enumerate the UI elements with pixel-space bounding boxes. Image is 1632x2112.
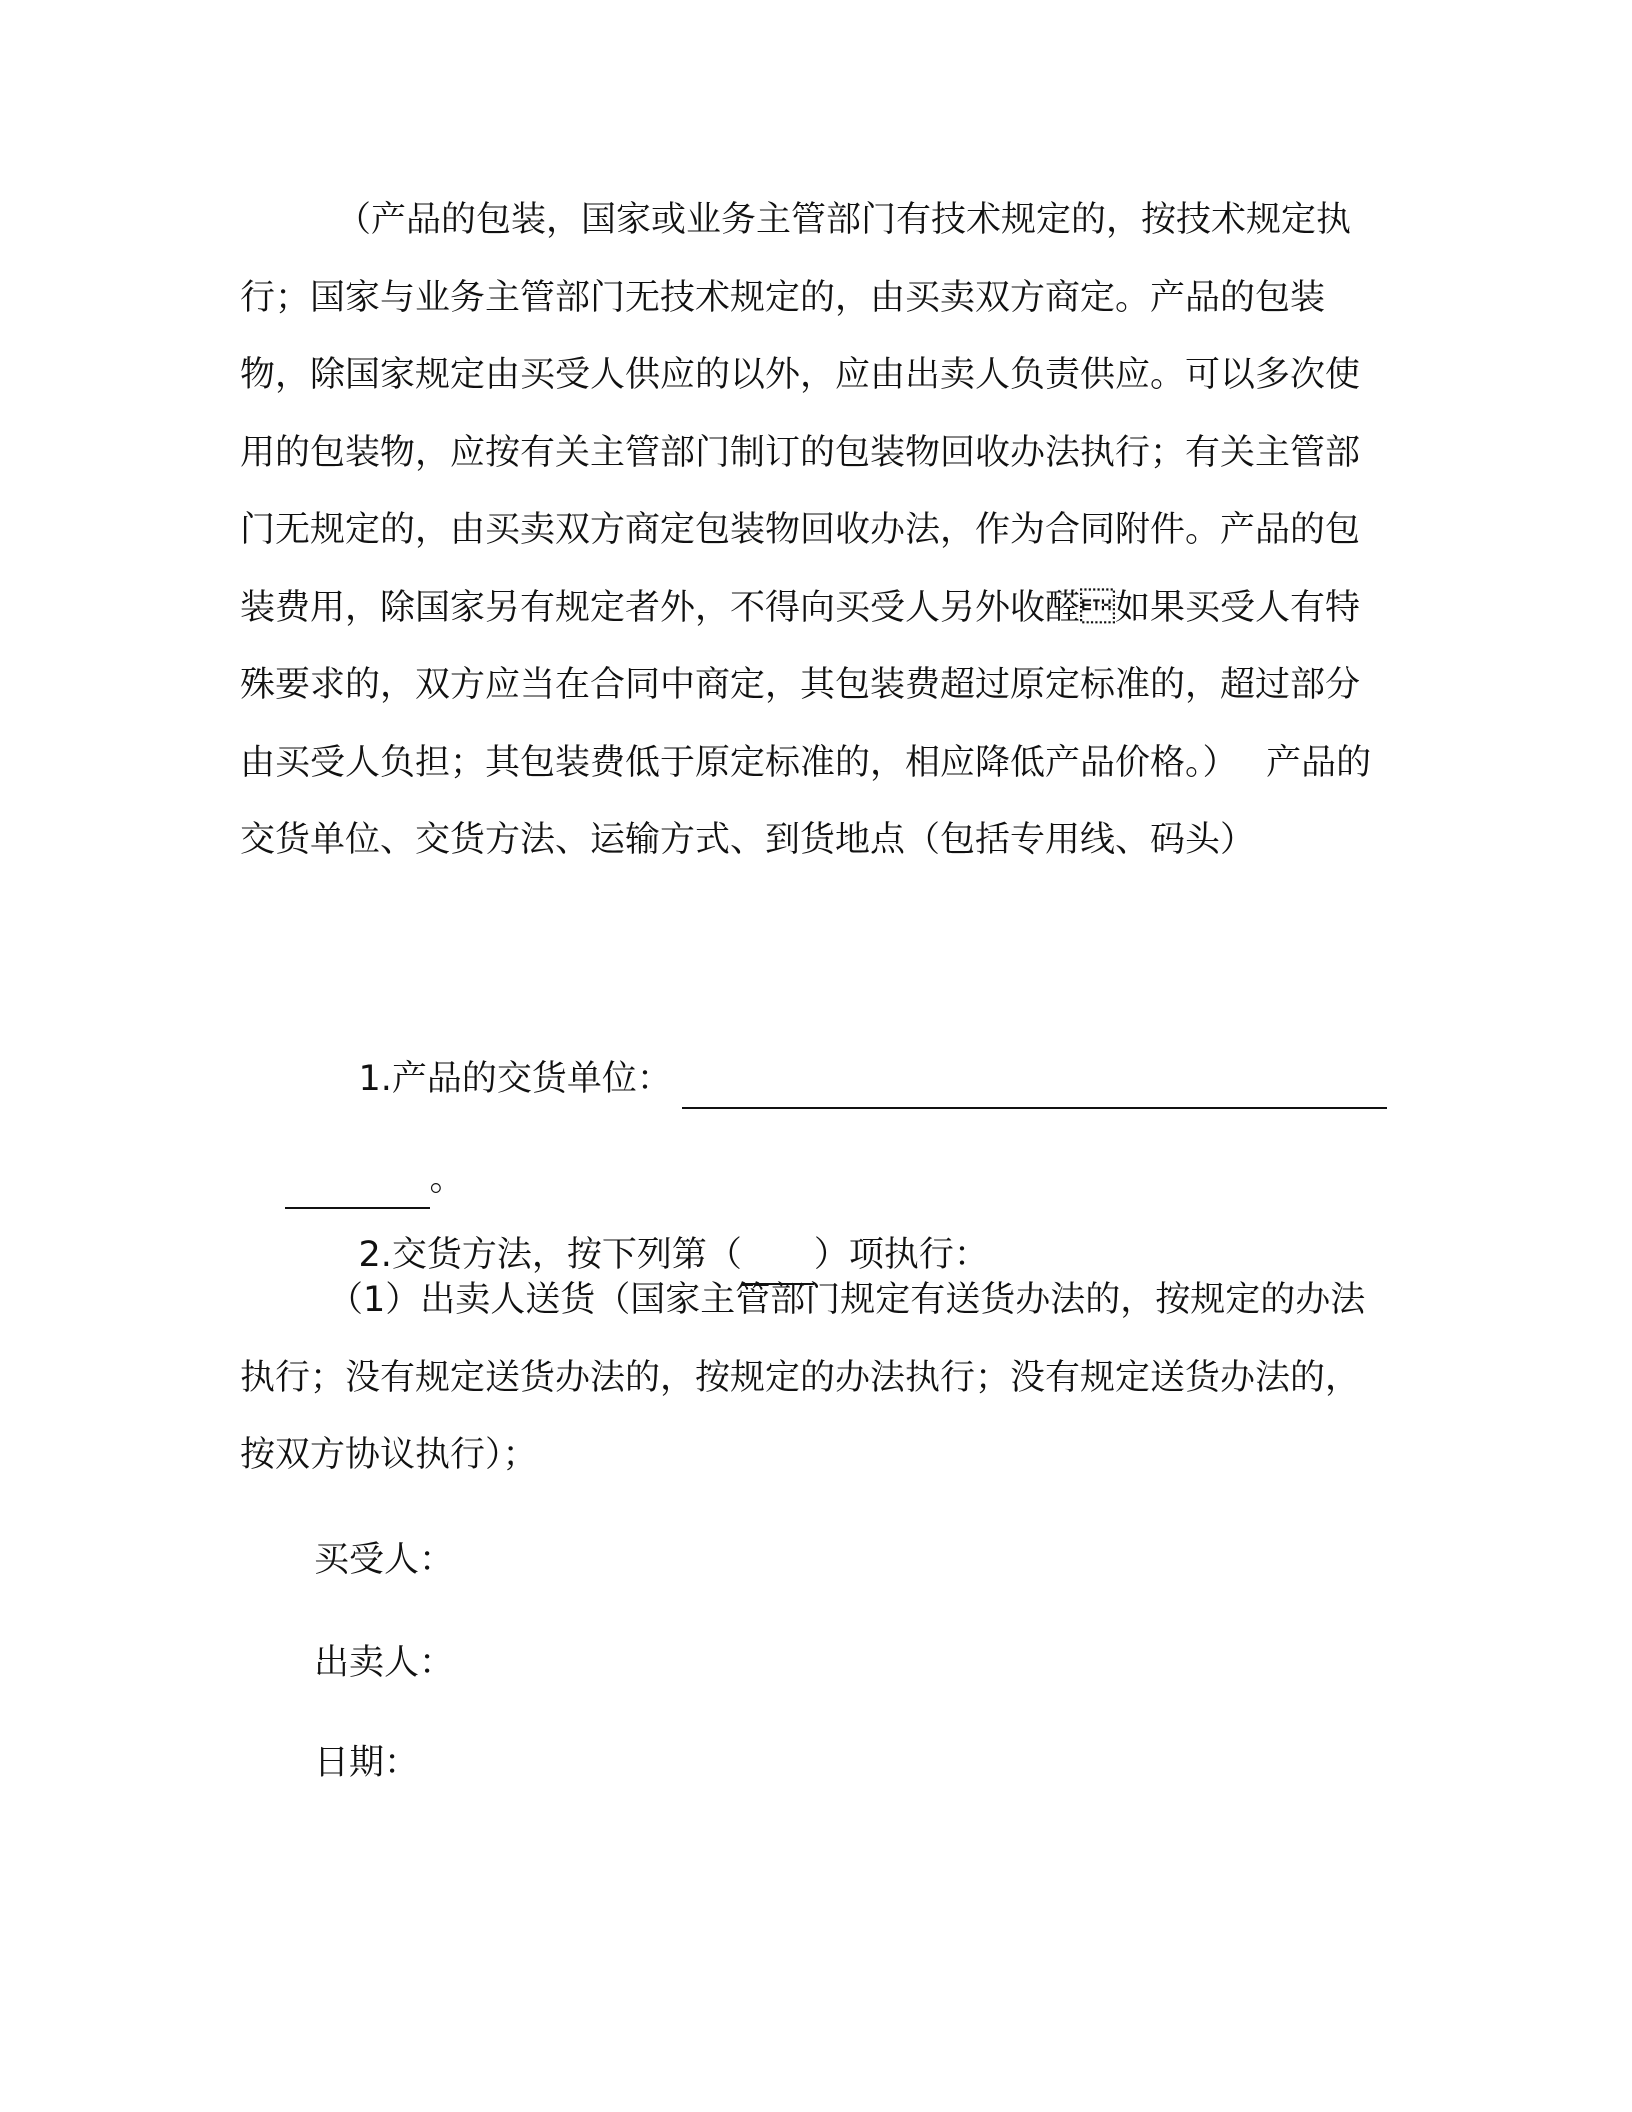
seller-signature-label: 出卖人： <box>314 1643 455 1683</box>
delivery-unit-line <box>314 989 1387 1169</box>
buyer-signature-label: 买受人： <box>314 1540 455 1580</box>
date-label: 日期： <box>314 1743 420 1783</box>
delivery-method-prefix: 2.交货方法，按下列第（ <box>358 1235 742 1275</box>
delivery-option-1: （1）出卖人送货（国家主管部门规定有送货办法的，按规定的办法执行；没有规定送货办法的，按规定的办法执行；没有规定送货办法的，按双方协议执行）； <box>240 1280 1366 1475</box>
delivery-method-suffix: ）项执行： <box>813 1235 989 1275</box>
delivery-unit-period: 。 <box>429 1159 465 1199</box>
delivery-unit-label: 1.产品的交货单位： <box>358 1059 672 1099</box>
packaging-paragraph: （产品的包装，国家或业务主管部门有技术规定的，按技术规定执行；国家与业务主管部门无技术规定的，由买卖双方商定。产品的包装物，除国家规定由买受人供应的以外，应由出卖人负责供应。可以多次使用的包装物，应按有关主管部门制订的包装物回收办法执行；有关主管部门无规定的，由买卖双方商定包装物回收办法，作为合同附件。产品的包装费用，除国家另有规定者外，不得向买受人另外收醛如果买受人有特殊要求的，双方应当在合同中商定，其包装费超过原定标准的，超过部分由买受人负担；其包装费低于原定标准的，相应降低产品价格。） 产品的交货单位、交货方法、运输方式、到货地点（包括专用线、码头） <box>240 200 1372 860</box>
delivery-unit-blank[interactable] <box>682 1065 1387 1109</box>
